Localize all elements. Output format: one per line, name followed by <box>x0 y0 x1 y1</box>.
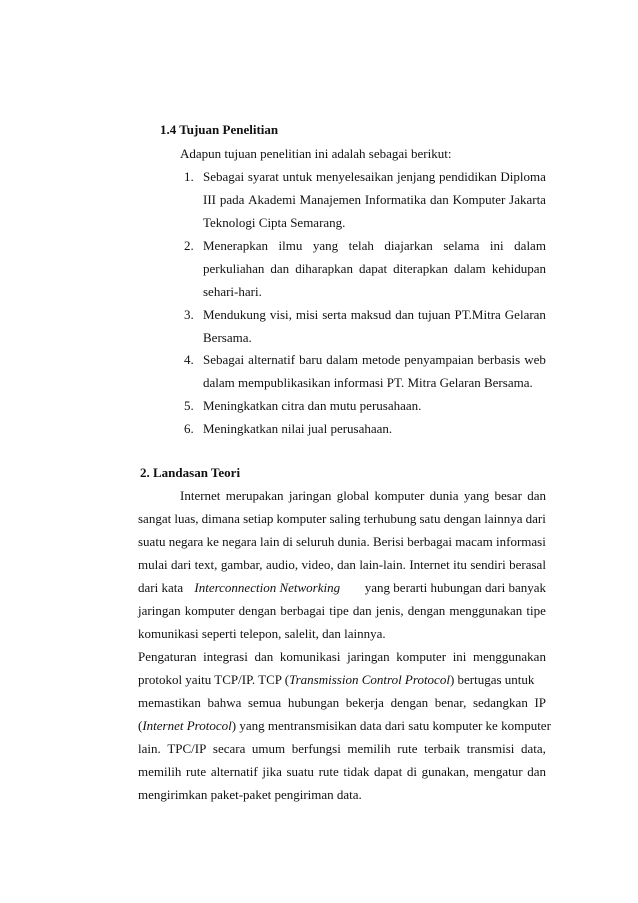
word: itu <box>453 557 467 572</box>
list-item-number: 5. <box>184 398 194 413</box>
paragraph-line: mengirimkan paket-paket pengiriman data. <box>138 787 362 802</box>
list-item-line <box>203 261 546 277</box>
word: dimana <box>201 511 240 526</box>
word: text, <box>194 557 218 572</box>
paragraph-line <box>138 695 546 711</box>
word: Akademi <box>248 192 296 207</box>
word: IP <box>534 695 546 710</box>
word: sangat <box>138 511 172 526</box>
word: terbaik <box>424 741 461 756</box>
word: kehidupan <box>491 261 546 276</box>
word: jaringan <box>138 603 181 618</box>
word: bekerja <box>345 695 384 710</box>
word: informasi <box>496 534 546 549</box>
word: gunakan, <box>421 764 469 779</box>
list-item-line <box>203 352 546 368</box>
word: terhubung <box>363 511 417 526</box>
word: metode <box>362 352 401 367</box>
word: ini <box>489 238 504 253</box>
word: gambar, <box>220 557 263 572</box>
word: transmisi <box>466 741 515 756</box>
word: jaringan <box>347 649 390 664</box>
word: dan <box>352 603 372 618</box>
word: setiap <box>243 511 274 526</box>
paragraph-line <box>138 534 546 550</box>
word: misi <box>295 307 319 322</box>
list-item-line: Meningkatkan citra dan mutu perusahaan. <box>203 398 422 413</box>
text-run: dari kata <box>138 580 184 595</box>
word: berbagai <box>280 603 326 618</box>
word: dengan <box>390 695 429 710</box>
list-item-line: sehari-hari. <box>203 284 262 299</box>
word: komputer <box>396 649 447 664</box>
word: jaringan <box>288 488 332 503</box>
word: hubungan <box>287 695 340 710</box>
word: komputer <box>374 488 425 503</box>
word: dapat <box>374 764 403 779</box>
word: jika <box>262 764 282 779</box>
word: ilmu <box>278 238 303 253</box>
paragraph-line <box>138 672 546 688</box>
word: memilih <box>347 741 391 756</box>
word: diharapkan <box>295 261 353 276</box>
list-item-line: Bersama. <box>203 330 252 345</box>
word: dalam <box>326 352 358 367</box>
word: pendidikan <box>438 169 497 184</box>
word: negara <box>168 534 204 549</box>
word: komputer <box>184 603 235 618</box>
list-item-line: dalam mempublikasikan informasi PT. Mitra Gelaran Bersama. <box>203 375 533 390</box>
word: ke <box>206 534 219 549</box>
word: umum <box>251 741 286 756</box>
word: III <box>203 192 216 207</box>
word: dalam <box>454 261 486 276</box>
word: suatu <box>138 534 166 549</box>
word: baru <box>299 352 323 367</box>
list-item-number: 2. <box>184 238 194 253</box>
word: diterapkan <box>393 261 449 276</box>
text-run: ) bertugas untuk <box>449 672 535 687</box>
word: web <box>524 352 546 367</box>
word: di <box>282 534 293 549</box>
paragraph-line <box>180 488 546 504</box>
word: Pengaturan <box>138 649 197 664</box>
word: dunia <box>429 488 459 503</box>
paragraph-line <box>138 741 546 757</box>
italic-term: Internet Protocol <box>142 718 232 733</box>
word: luas, <box>174 511 199 526</box>
word: integrasi <box>203 649 248 664</box>
word: dari <box>171 557 192 572</box>
word: berasal <box>509 557 546 572</box>
word: komunikasi <box>279 649 341 664</box>
list-item-number: 1. <box>184 169 194 184</box>
word: yang <box>463 488 490 503</box>
word: pada <box>219 192 245 207</box>
word: perkuliahan <box>203 261 265 276</box>
word: lain <box>259 534 280 549</box>
text-run: ( <box>138 718 143 733</box>
word: dengan <box>443 511 482 526</box>
word: rute <box>397 741 418 756</box>
word: selama <box>443 238 480 253</box>
list-item-line: Teknologi Cipta Semarang. <box>203 215 346 230</box>
word: tipe <box>526 603 546 618</box>
word: jenjang <box>396 169 436 184</box>
list-item-line <box>203 169 546 185</box>
word: macam <box>455 534 493 549</box>
word: rute <box>318 764 339 779</box>
word: Informatika <box>364 192 427 207</box>
word: suatu <box>286 764 314 779</box>
word: dan <box>270 261 290 276</box>
word: dan <box>254 649 274 664</box>
word: untuk <box>282 169 313 184</box>
word: rute <box>185 764 207 779</box>
list-item-line <box>203 307 546 323</box>
word: sendiri <box>470 557 506 572</box>
list-item-line <box>203 192 546 208</box>
word: bahwa <box>207 695 242 710</box>
italic-term: Interconnection Networking <box>194 580 341 595</box>
word: secara <box>212 741 246 756</box>
word: Manajemen <box>299 192 362 207</box>
section-heading-landasan-teori: 2. Landasan Teori <box>140 465 241 480</box>
word: Sebagai <box>203 352 245 367</box>
list-item-line: Meningkatkan nilai jual perusahaan. <box>203 421 393 436</box>
word: seluruh <box>296 534 335 549</box>
list-item-number: 6. <box>184 421 194 436</box>
word: Sebagai <box>203 169 245 184</box>
list-item-number: 4. <box>184 352 194 367</box>
word: Jakarta <box>509 192 546 207</box>
word: berfungsi <box>291 741 341 756</box>
word: Internet <box>180 488 221 503</box>
word: yang <box>312 238 339 253</box>
word: Diploma <box>500 169 546 184</box>
word: alternatif <box>210 764 258 779</box>
word: memilih <box>138 764 182 779</box>
word: tipe <box>329 603 349 618</box>
word: memastikan <box>138 695 201 710</box>
word: Komputer <box>452 192 506 207</box>
text-run: yang berarti hubungan dari banyak <box>364 580 546 595</box>
word: dunia. <box>337 534 370 549</box>
word: ini <box>452 649 467 664</box>
word: dengan <box>407 603 446 618</box>
word: komputer <box>276 511 327 526</box>
paragraph-line <box>138 718 551 734</box>
paragraph-line <box>138 603 546 619</box>
word: semua <box>247 695 282 710</box>
word: alternatif <box>248 352 296 367</box>
word: dalam <box>514 238 546 253</box>
word: diajarkan <box>384 238 433 253</box>
word: saling <box>329 511 361 526</box>
word: berbagai <box>407 534 452 549</box>
paragraph-line <box>138 511 546 527</box>
word: audio, <box>265 557 299 572</box>
word: Internet <box>409 557 450 572</box>
word: tujuan <box>417 307 451 322</box>
word: lain. <box>138 741 161 756</box>
word: berbasis <box>477 352 521 367</box>
section-intro: Adapun tujuan penelitian ini adalah sebagai berikut: <box>180 146 452 161</box>
word: menggunakan <box>473 649 546 664</box>
word: dan <box>337 557 356 572</box>
word: sedangkan <box>472 695 528 710</box>
word: di <box>406 764 417 779</box>
word: lainnya <box>484 511 523 526</box>
word: global <box>336 488 370 503</box>
list-item-line <box>203 238 546 254</box>
word: dapat <box>358 261 388 276</box>
word: dan <box>527 488 546 503</box>
word: dari <box>525 511 546 526</box>
word: dengan <box>238 603 277 618</box>
italic-term: Transmission Control Protocol <box>289 672 450 687</box>
word: Mendukung <box>203 307 266 322</box>
word: video, <box>301 557 334 572</box>
word: Menerapkan <box>203 238 268 253</box>
word: dan <box>430 192 449 207</box>
word: satu <box>419 511 441 526</box>
word: Gelaran <box>504 307 546 322</box>
word: dan <box>395 307 414 322</box>
text-run: protokol yaitu TCP/IP. TCP ( <box>138 672 290 687</box>
word: dan <box>527 764 546 779</box>
word: besar <box>494 488 522 503</box>
word: Berisi <box>372 534 404 549</box>
paragraph-line: komunikasi seperti telepon, salelit, dan lainnya. <box>138 626 386 641</box>
word: menggunakan <box>449 603 523 618</box>
word: PT.Mitra <box>454 307 501 322</box>
paragraph-line <box>138 580 546 596</box>
paragraph-line <box>138 557 546 573</box>
word: mengatur <box>473 764 523 779</box>
paragraph-line <box>138 764 546 780</box>
word: penyampaian <box>404 352 474 367</box>
paragraph-line <box>138 649 546 665</box>
word: benar, <box>434 695 467 710</box>
text-run: ) yang mentransmisikan data dari satu komputer ke komputer <box>231 718 551 733</box>
word: mulai <box>138 557 168 572</box>
word: menyelesaikan <box>315 169 394 184</box>
word: syarat <box>247 169 279 184</box>
list-item-number: 3. <box>184 307 194 322</box>
word: telah <box>348 238 374 253</box>
word: negara <box>222 534 257 549</box>
word: TPC/IP <box>167 741 207 756</box>
word: data, <box>520 741 546 756</box>
word: merupakan <box>225 488 284 503</box>
section-heading-tujuan: 1.4 Tujuan Penelitian <box>160 122 279 137</box>
word: maksud <box>350 307 392 322</box>
word: tidak <box>343 764 370 779</box>
word: jenis, <box>375 603 404 618</box>
word: serta <box>322 307 347 322</box>
word: visi, <box>269 307 292 322</box>
word: lain-lain. <box>359 557 406 572</box>
